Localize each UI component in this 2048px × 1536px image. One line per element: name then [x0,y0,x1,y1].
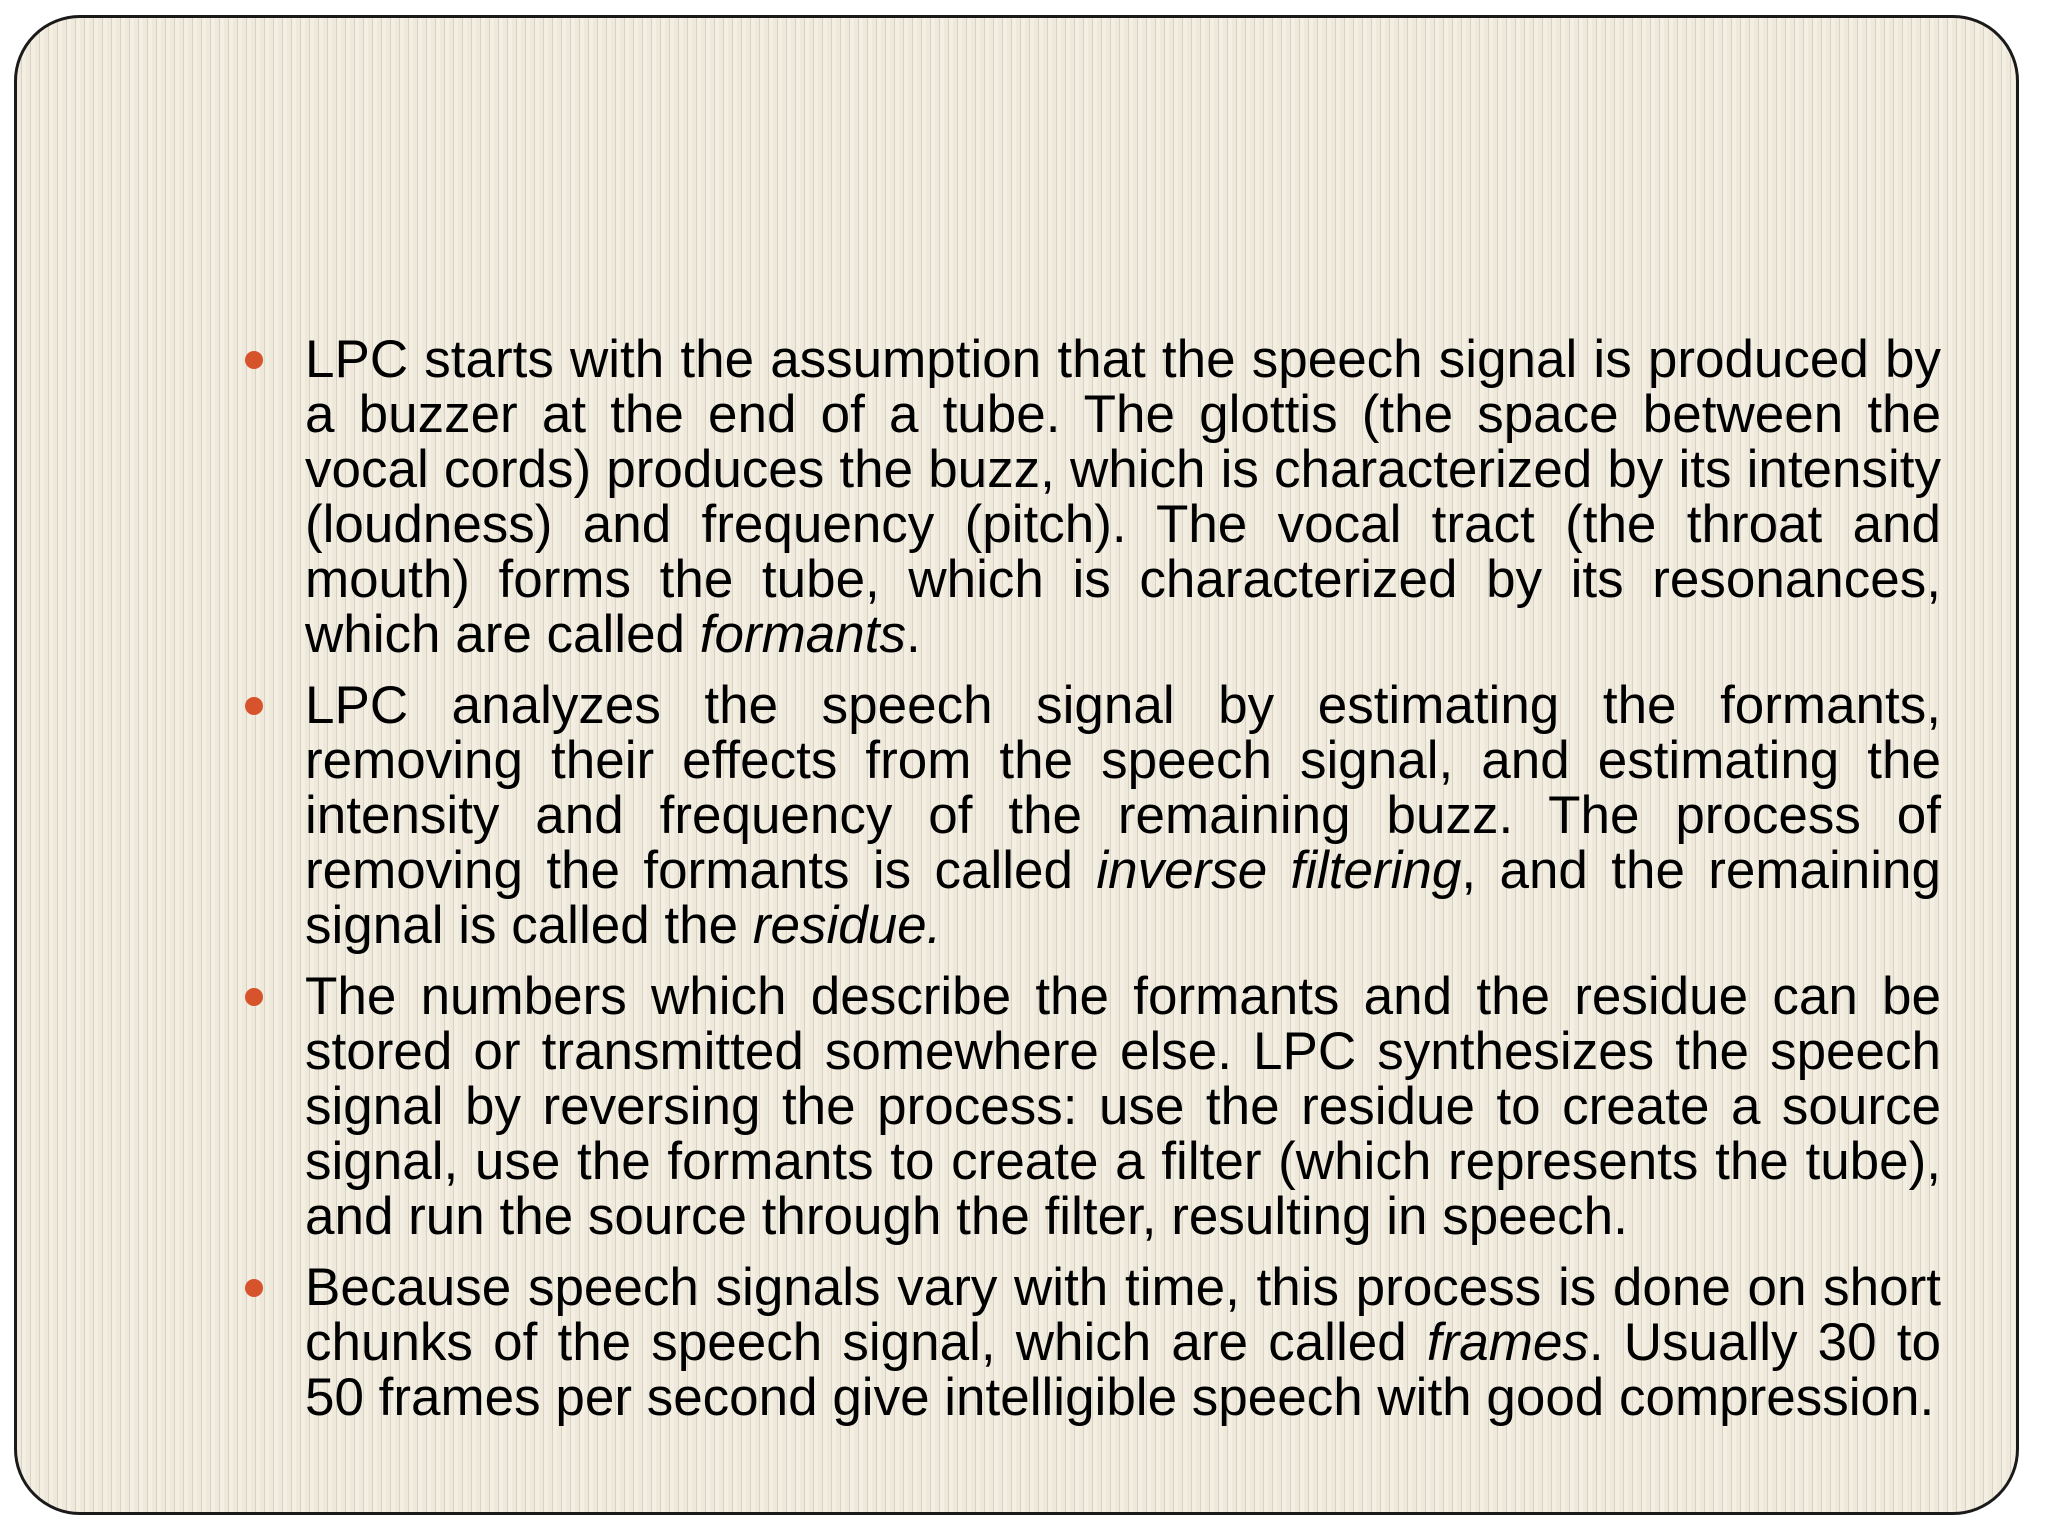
bullet-dot-icon [245,351,263,369]
slide-frame [14,15,2019,1515]
bullet-item [235,1260,1941,1425]
bullet-text: LPC analyzes the speech signal by estimating the formants, removing their effects from the speech signal, and estimating the intensity and frequency of the remaining buzz. The process of removing the formants is called inverse filtering, and the remaining signal is called the residue. [305,676,1941,955]
bullet-text: LPC starts with the assumption that the speech signal is produced by a buzzer at the end of a tube. The glottis (the space between the vocal cords) produces the buzz, which is characterized by its intensity (loudness) and frequency (pitch). The vocal tract (the throat and mouth) forms the tube, which is characterized by its resonances, which are called formants. [305,330,1941,664]
bullet-list [235,332,1941,1425]
slide-content [235,332,1941,1441]
bullet-dot-icon [245,1279,263,1297]
bullet-item [235,678,1941,953]
bullet-item [235,332,1941,662]
bullet-item [235,969,1941,1244]
bullet-dot-icon [245,697,263,715]
bullet-text: Because speech signals vary with time, this process is done on short chunks of the speech signal, which are called frames. Usually 30 to 50 frames per second give intelligible speech with good compression. [305,1258,1941,1427]
bullet-text: The numbers which describe the formants and the residue can be stored or transmitted somewhere else. LPC synthesizes the speech signal by reversing the process: use the residue to create a source signal, use the formants to create a filter (which represents the tube), and run the source through the filter, resulting in speech. [305,967,1941,1246]
bullet-dot-icon [245,988,263,1006]
